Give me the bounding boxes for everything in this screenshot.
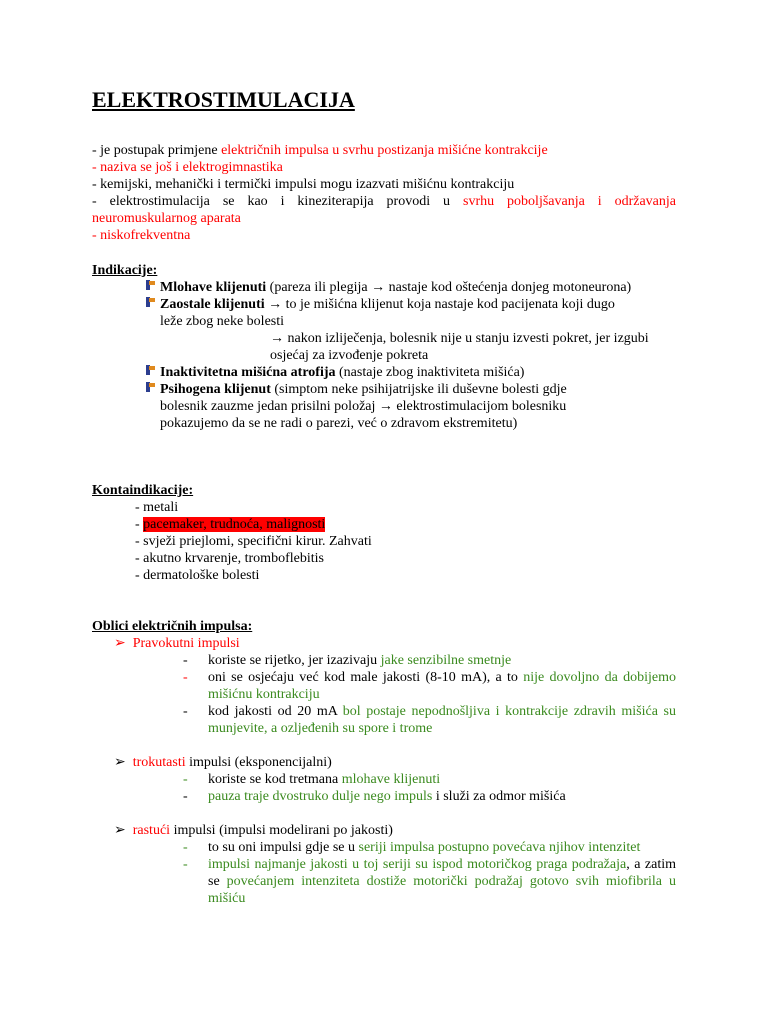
contraindication-item	[135, 516, 676, 533]
contraindication-highlight: pacemaker, trudnoća, malignosti	[143, 517, 326, 532]
dash: -	[183, 653, 188, 668]
item-text: oni se osjećaju već kod male jakosti (8-10 mA), a to	[208, 670, 524, 685]
indication-desc: (nastaje zbog inaktiviteta mišića)	[335, 365, 525, 380]
intro-highlight: električnih impulsa u svrhu postizanja mišićne kontrakcije	[221, 143, 548, 158]
dash: -	[183, 772, 188, 787]
intro-section	[92, 142, 676, 244]
item-text: kod jakosti od 20 mA	[208, 704, 343, 719]
indication-desc: → to je mišićna klijenut koja nastaje kod pacijenata koji dugo leže zbog neke bolesti	[160, 297, 615, 329]
intro-line: - kemijski, mehanički i termički impulsi mogu izazvati mišićnu kontrakciju	[92, 177, 515, 192]
indication-term: Inaktivitetna mišićna atrofija	[160, 365, 336, 380]
indication-desc: → nakon izliječenja, bolesnik nije u stanju izvesti pokret, jer izgubi osjećaj za izvođenje pokreta	[270, 331, 649, 363]
dash: -	[183, 840, 188, 855]
dash: -	[183, 704, 188, 719]
contraindication-item: - akutno krvarenje, tromboflebitis	[135, 551, 324, 566]
item-highlight: bol postaje nepodnošljiva i kontrakcije zdravih mišića su munjevite, a ozljeđenih su spore i trome	[208, 704, 676, 736]
impulse-group	[92, 822, 676, 907]
indication-item	[92, 364, 676, 381]
intro-line: - niskofrekventna	[92, 228, 191, 243]
indication-term: Mlohave klijenuti	[160, 280, 267, 295]
intro-text: - je postupak primjene	[92, 143, 222, 158]
contraindication-item: - metali	[135, 500, 179, 515]
flag-bullet-icon	[144, 297, 156, 310]
impulse-group	[92, 635, 676, 737]
contraindications-section	[92, 482, 676, 584]
intro-line: - naziva se još i elektrogimnastika	[92, 160, 283, 175]
item-text: i služi za odmor mišića	[432, 789, 566, 804]
dash: -	[183, 857, 188, 872]
dash: -	[183, 789, 188, 804]
indication-term: Zaostale klijenuti	[160, 297, 265, 312]
indication-item	[92, 296, 676, 364]
intro-line	[92, 142, 676, 159]
triangle-bullet-icon: ➢	[114, 823, 126, 838]
contraindication-item: - dermatološke bolesti	[135, 568, 260, 583]
impulse-title-rest: impulsi (impulsi modelirani po jakosti)	[170, 823, 393, 838]
item-highlight: jake senzibilne smetnje	[380, 653, 512, 668]
impulse-forms-section	[92, 618, 676, 907]
item-highlight: pauza traje dvostruko dulje nego impuls	[208, 789, 433, 804]
indication-desc: (simptom neke psihijatrijske ili duševne bolesti gdje bolesnik zauzme jedan prisilni položaj → elektrostimulacijom bolesniku pokazujemo da se ne radi o parezi, već o zdravom ekstremitetu)	[160, 382, 567, 431]
item-text: koriste se kod tretmana	[208, 772, 342, 787]
impulse-title: trokutasti	[132, 755, 186, 770]
contraindication-item: - svježi priejlomi, specifični kirur. Zahvati	[135, 534, 372, 549]
triangle-bullet-icon: ➢	[114, 755, 126, 770]
item-text: to su oni impulsi gdje se u	[208, 840, 359, 855]
item-highlight: mlohave klijenuti	[341, 772, 441, 787]
document-page	[92, 86, 676, 907]
flag-bullet-icon	[144, 382, 156, 395]
item-highlight: impulsi najmanje jakosti u toj seriji su ispod motoričkog praga podražaja	[208, 857, 627, 872]
impulse-group	[92, 754, 676, 805]
item-highlight: seriji impulsa postupno povećava njihov intenzitet	[358, 840, 641, 855]
indications-section	[92, 262, 676, 432]
impulse-title: Pravokutni impulsi	[132, 636, 240, 651]
intro-text: - elektrostimulacija se kao i kineziterapija provodi u	[92, 194, 463, 209]
indication-desc: (pareza ili plegija → nastaje kod oštećenja donjeg motoneurona)	[266, 280, 632, 295]
impulse-title: rastući	[132, 823, 171, 838]
contraindications-heading: Kontaindikacije:	[92, 483, 194, 498]
intro-highlight: svrhu poboljšavanja i održavanja neuromuskularnog aparata	[92, 194, 676, 226]
item-highlight: nije dovoljno da dobijemo mišićnu kontrakciju	[208, 670, 676, 702]
impulse-title-rest: impulsi (eksponencijalni)	[185, 755, 332, 770]
indication-item	[92, 279, 676, 296]
item-text: koriste se rijetko, jer izazivaju	[208, 653, 381, 668]
item-text: , a zatim se	[208, 857, 677, 889]
item-highlight: povećanjem intenziteta dostiže motorički podražaj gotovo svih miofibrila u mišiću	[208, 874, 676, 906]
intro-line	[92, 193, 676, 227]
triangle-bullet-icon: ➢	[114, 636, 126, 651]
indication-item	[92, 381, 676, 432]
flag-bullet-icon	[144, 280, 156, 293]
dash: -	[135, 517, 144, 532]
flag-bullet-icon	[144, 365, 156, 378]
indications-heading: Indikacije:	[92, 263, 158, 278]
dash: -	[183, 670, 188, 685]
impulse-forms-heading: Oblici električnih impulsa:	[92, 619, 253, 634]
indication-term: Psihogena klijenut	[160, 382, 271, 397]
document-title: ELEKTROSTIMULACIJA	[92, 87, 355, 112]
